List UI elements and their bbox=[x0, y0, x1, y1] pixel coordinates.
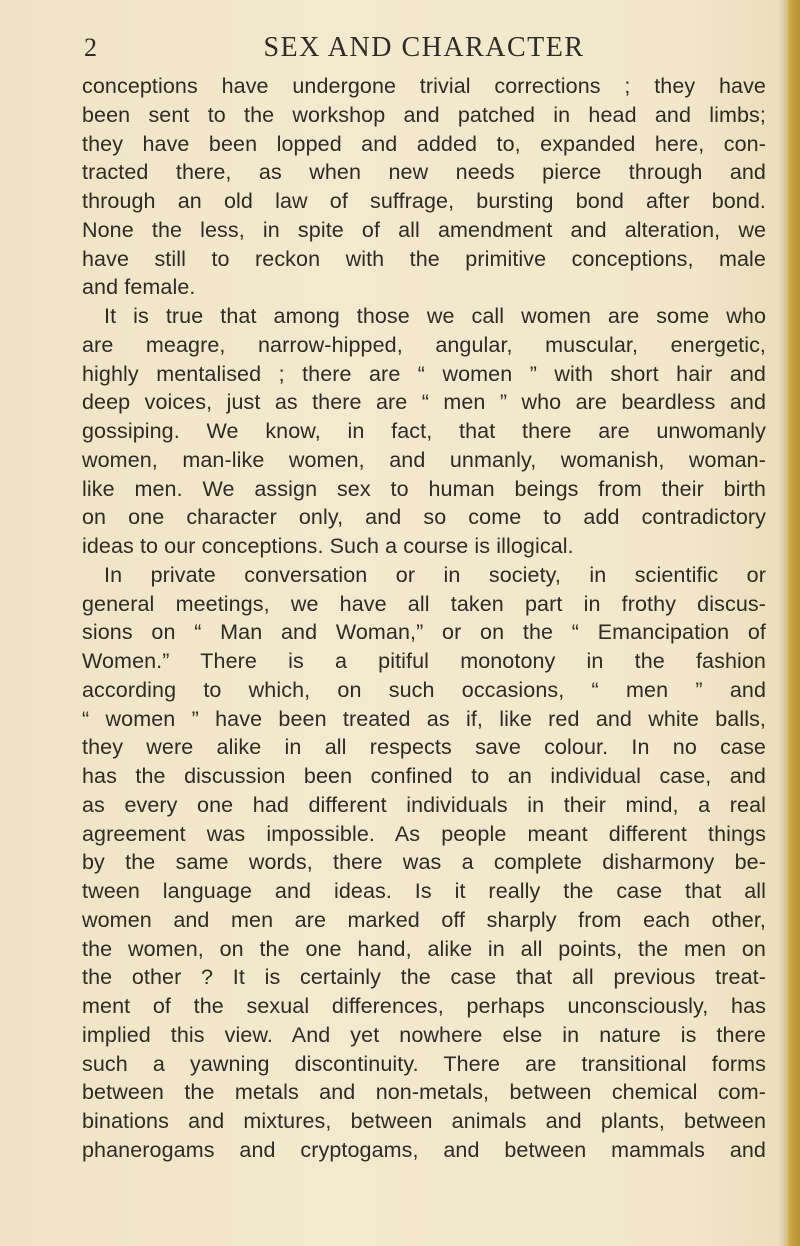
text-line: agreement was impossible. As people meant different things bbox=[82, 821, 766, 846]
text-line: “ women ” have been treated as if, like red and white balls, bbox=[82, 706, 766, 731]
text-line: such a yawning discontinuity. There are transitional forms bbox=[82, 1051, 766, 1076]
text-line: women and men are marked off sharply from each other, bbox=[82, 907, 766, 932]
text-line: general meetings, we have all taken part in frothy discus- bbox=[82, 591, 766, 616]
page-header bbox=[84, 32, 764, 68]
text-line: they have been lopped and added to, expanded here, con- bbox=[82, 131, 766, 156]
text-line: tracted there, as when new needs pierce through and bbox=[82, 160, 766, 185]
text-line: have still to reckon with the primitive conceptions, male bbox=[82, 246, 766, 271]
gilt-page-edge bbox=[784, 0, 800, 1246]
text-line: gossiping. We know, in fact, that there are unwomanly bbox=[82, 419, 766, 443]
text-line: tween language and ideas. Is it really the case that all bbox=[82, 879, 766, 903]
text-line: on one character only, and so come to add contradictory bbox=[82, 505, 766, 530]
text-line: they were alike in all respects save colour. In no case bbox=[82, 735, 766, 760]
text-line: ment of the sexual differences, perhaps unconsciously, has bbox=[82, 994, 766, 1018]
text-line: Women.” There is a pitiful monotony in the fashion bbox=[82, 649, 766, 673]
text-line: like men. We assign sex to human beings from their birth bbox=[82, 476, 766, 501]
text-line: ideas to our conceptions. Such a course is illogical. bbox=[82, 534, 574, 558]
text-line: It is true that among those we call women are some who bbox=[104, 304, 766, 328]
text-line: deep voices, just as there are “ men ” who are beardless and bbox=[82, 390, 766, 415]
text-line: according to which, on such occasions, “ men ” and bbox=[82, 677, 766, 702]
running-head: SEX AND CHARACTER bbox=[263, 32, 585, 63]
text-line: been sent to the workshop and patched in head and limbs; bbox=[82, 102, 766, 127]
text-line: sions on “ Man and Woman,” or on the “ Emancipation of bbox=[82, 620, 766, 645]
text-line: In private conversation or in society, in scientific or bbox=[104, 562, 766, 587]
text-line: through an old law of suffrage, bursting bond after bond. bbox=[82, 189, 766, 213]
body-text bbox=[82, 72, 766, 1165]
text-line: the other ? It is certainly the case that all previous treat- bbox=[82, 965, 766, 990]
text-line: by the same words, there was a complete disharmony be- bbox=[82, 850, 766, 875]
text-line: and female. bbox=[82, 275, 196, 300]
text-line: as every one had different individuals in their mind, a real bbox=[82, 792, 766, 817]
text-line: between the metals and non-metals, between chemical com- bbox=[82, 1080, 766, 1105]
text-line: highly mentalised ; there are “ women ” with short hair and bbox=[82, 361, 766, 386]
text-line: women, man-like women, and unmanly, womanish, woman- bbox=[82, 447, 766, 472]
text-line: binations and mixtures, between animals and plants, between bbox=[82, 1109, 766, 1133]
page-number: 2 bbox=[84, 33, 97, 62]
text-line: the women, on the one hand, alike in all points, the men on bbox=[82, 936, 766, 961]
text-line: conceptions have undergone trivial corrections ; they have bbox=[82, 74, 766, 98]
text-line: are meagre, narrow-hipped, angular, muscular, energetic, bbox=[82, 332, 766, 357]
text-line: implied this view. And yet nowhere else in nature is there bbox=[82, 1022, 766, 1047]
text-line: phanerogams and cryptogams, and between mammals and bbox=[82, 1137, 766, 1162]
text-line: None the less, in spite of all amendment and alteration, we bbox=[82, 217, 766, 242]
text-line: has the discussion been confined to an individual case, and bbox=[82, 764, 766, 788]
